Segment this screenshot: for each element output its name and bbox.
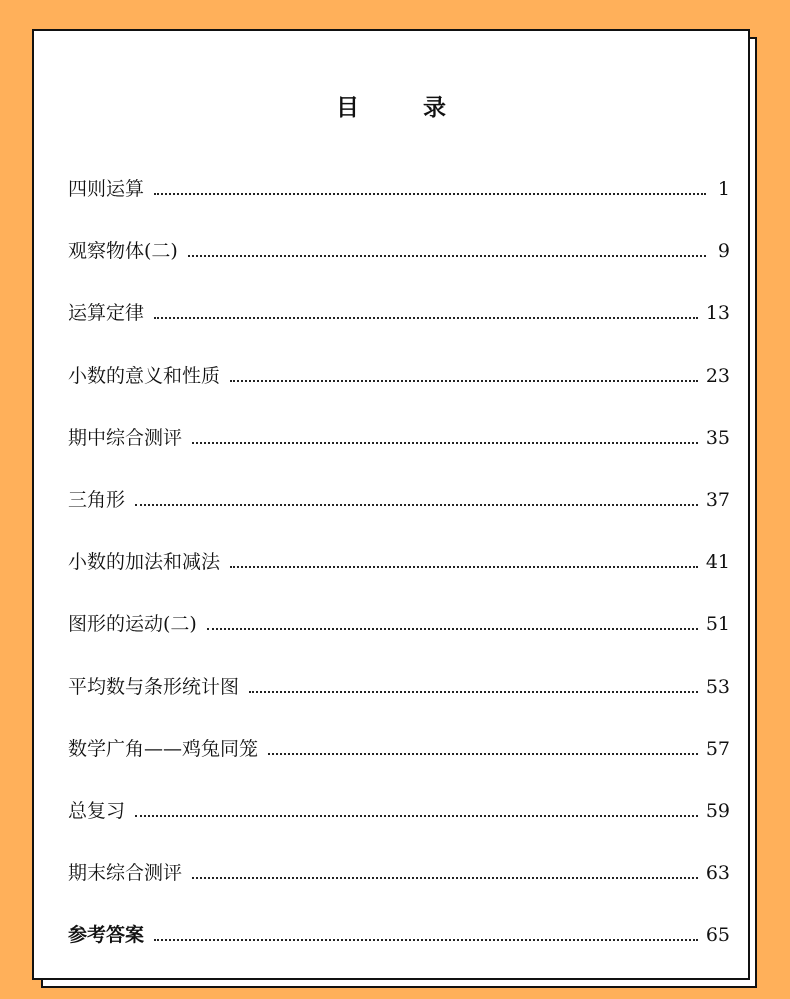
toc-entry[interactable] — [68, 609, 730, 671]
toc-entry-page: 9 — [717, 240, 730, 263]
toc-entry-page: 35 — [705, 426, 730, 449]
dot-leader — [192, 442, 698, 444]
toc-entry[interactable] — [68, 734, 730, 796]
toc-entry[interactable] — [68, 485, 730, 547]
toc-entry[interactable] — [68, 672, 730, 734]
dot-leader — [207, 628, 698, 630]
dot-leader — [135, 815, 698, 817]
toc-entry[interactable] — [68, 920, 730, 982]
toc-entry-label: 图形的运动(二) — [68, 613, 197, 636]
toc-entry-label: 平均数与条形统计图 — [68, 675, 240, 698]
dot-leader — [192, 877, 698, 879]
dot-leader — [249, 691, 698, 693]
toc-entry-page: 23 — [705, 364, 730, 387]
dot-leader — [135, 504, 698, 506]
toc-entry-page: 37 — [705, 488, 730, 511]
toc-entry-page: 63 — [705, 862, 730, 885]
toc-entry-label: 小数的意义和性质 — [68, 364, 221, 387]
toc-entry-label: 运算定律 — [68, 302, 145, 325]
toc-entry-label: 三角形 — [68, 488, 126, 511]
toc-page — [32, 29, 750, 980]
toc-entry[interactable] — [68, 298, 730, 360]
toc-entry-label: 总复习 — [68, 799, 126, 822]
toc-entry-label: 观察物体(二) — [68, 240, 178, 263]
toc-entry-page: 53 — [705, 675, 730, 698]
toc-entry[interactable] — [68, 547, 730, 609]
dot-leader — [268, 753, 698, 755]
toc-entry-page: 51 — [705, 613, 730, 636]
toc-entry-page: 41 — [705, 551, 730, 574]
dot-leader — [154, 939, 698, 941]
toc-entry[interactable] — [68, 361, 730, 423]
toc-entry-page: 57 — [705, 737, 730, 760]
dot-leader — [188, 255, 706, 257]
toc-entry[interactable] — [68, 423, 730, 485]
toc-entry-page: 13 — [705, 302, 730, 325]
toc-entry[interactable] — [68, 236, 730, 298]
toc-entry-label: 期末综合测评 — [68, 862, 183, 885]
toc-entry[interactable] — [68, 796, 730, 858]
toc-entry-label: 小数的加法和减法 — [68, 551, 221, 574]
toc-entry-label: 四则运算 — [68, 178, 145, 200]
toc-entry-page: 59 — [705, 799, 730, 822]
dot-leader — [230, 566, 698, 568]
toc-list — [68, 174, 730, 982]
toc-entry-page: 65 — [705, 924, 730, 947]
toc-entry-label: 期中综合测评 — [68, 426, 183, 449]
toc-entry[interactable] — [68, 174, 730, 236]
toc-entry-label: 数学广角——鸡兔同笼 — [68, 737, 259, 760]
page-title: 目 录 — [335, 95, 474, 121]
dot-leader — [230, 380, 698, 382]
dot-leader — [154, 193, 706, 195]
toc-entry-page: 1 — [717, 178, 730, 200]
toc-entry-label: 参考答案 — [68, 924, 145, 947]
toc-entry[interactable] — [68, 858, 730, 920]
dot-leader — [154, 317, 698, 319]
